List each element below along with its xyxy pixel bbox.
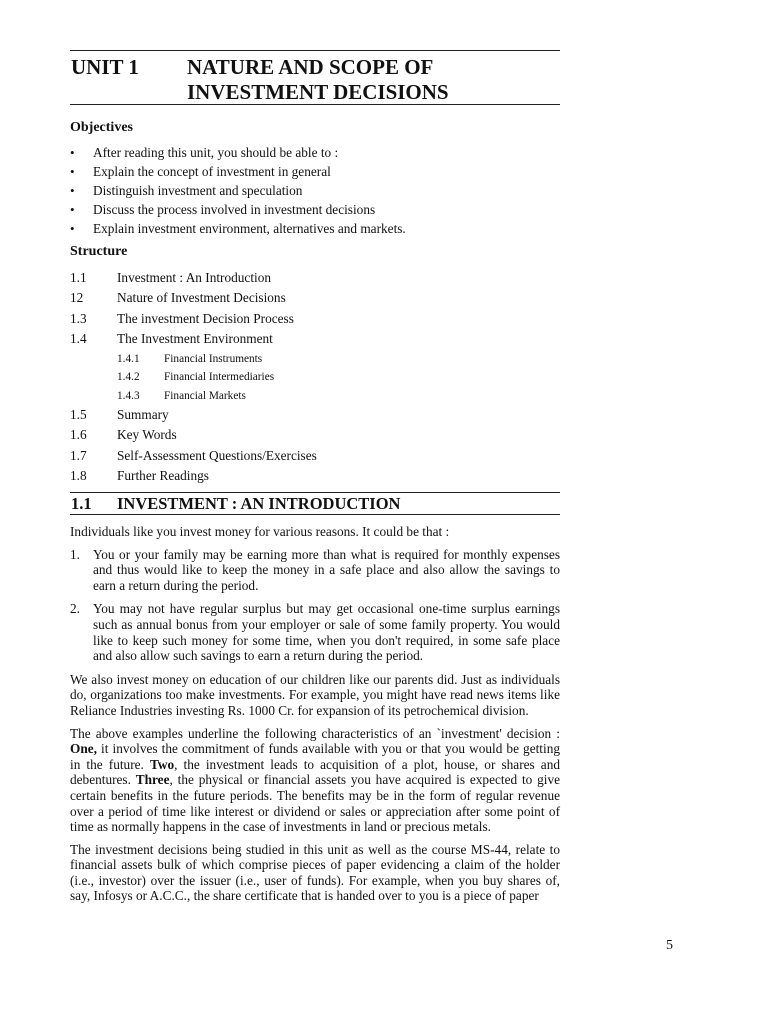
structure-heading: Structure <box>70 244 128 259</box>
toc-item: 1.6 Key Words <box>70 427 177 443</box>
paragraph: The above examples underline the following characteristics of an `investment' decision : One, it involves the commitment of funds available with you or that you would be getting in the future. Two, the investment leads to acquisition of a plot, house, or shares and debentures. Three, the physical or financial assets you have acquired is expected to give certain benefits in the future periods. The benefits may be in the form of regular revenue over a period of time like interest or dividend or sales or appreciation after some point of time as normally happens in the case of investments in land or precious metals. <box>70 725 560 835</box>
toc-item: 1.5 Summary <box>70 407 169 423</box>
reason-item: 2. You may not have regular surplus but may get occasional one-time surplus earnings such as annual bonus from your employer or sale of some family property. You would like to keep such money for some time, when you don't required, in some safe place and also allow such savings to earn a return during the period. <box>70 601 560 664</box>
section-heading <box>70 492 560 515</box>
toc-item: 1.8 Further Readings <box>70 468 209 484</box>
toc-item: 1.4 The Investment Environment <box>70 331 273 347</box>
document-page <box>70 50 560 904</box>
section-title: INVESTMENT : AN INTRODUCTION <box>117 494 401 513</box>
unit-title-line-2: INVESTMENT DECISIONS <box>187 80 449 104</box>
objective-item: • Explain investment environment, alternatives and markets. <box>70 219 406 238</box>
unit-number: UNIT 1 <box>71 55 139 79</box>
objectives-list <box>70 143 406 238</box>
toc-subitem: 1.4.2 Financial Intermediaries <box>117 371 275 384</box>
page-number: 5 <box>666 938 673 953</box>
objective-item: • After reading this unit, you should be able to : <box>70 143 406 162</box>
reason-item: 1. You or your family may be earning more than what is required for monthly expenses and thus would like to keep the money in a safe place and also allow the savings to earn a return during the period. <box>70 546 560 593</box>
unit-header <box>70 50 560 105</box>
objective-item: • Explain the concept of investment in general <box>70 162 406 181</box>
paragraph: We also invest money on education of our children like our parents did. Just as individuals do, organizations too make investments. For example, you might have read news items like Reliance Industries investing Rs. 1000 Cr. for expansion of its petrochemical division. <box>70 671 560 718</box>
toc-item: 1.1 Investment : An Introduction <box>70 270 271 285</box>
toc-subitem: 1.4.3 Financial Markets <box>117 389 246 402</box>
reasons-list <box>70 547 560 664</box>
intro-paragraph: Individuals like you invest money for various reasons. It could be that : <box>70 524 450 539</box>
section-number: 1.1 <box>71 494 92 513</box>
paragraph: The investment decisions being studied in this unit as well as the course MS-44, relate to financial assets bulk of which comprise pieces of paper evidencing a claim of the holder (i.e., investor) over the issuer (i.e., user of funds). For example, when you buy shares of, say, Infosys or A.C.C., the share certificate that is handed over to you is a piece of paper <box>70 841 560 904</box>
toc-item: 1.3 The investment Decision Process <box>70 310 294 326</box>
objectives-heading: Objectives <box>70 120 133 135</box>
unit-title <box>187 55 449 105</box>
toc-item: 1.7 Self-Assessment Questions/Exercises <box>70 447 317 463</box>
section-body <box>70 524 560 911</box>
toc-item: 12 Nature of Investment Decisions <box>70 290 286 306</box>
toc-subitem: 1.4.1 Financial Instruments <box>117 352 263 365</box>
unit-title-line-1: NATURE AND SCOPE OF <box>187 55 434 79</box>
structure-list <box>70 268 560 487</box>
objective-item: • Discuss the process involved in investment decisions <box>70 200 406 219</box>
objective-item: • Distinguish investment and speculation <box>70 181 406 200</box>
